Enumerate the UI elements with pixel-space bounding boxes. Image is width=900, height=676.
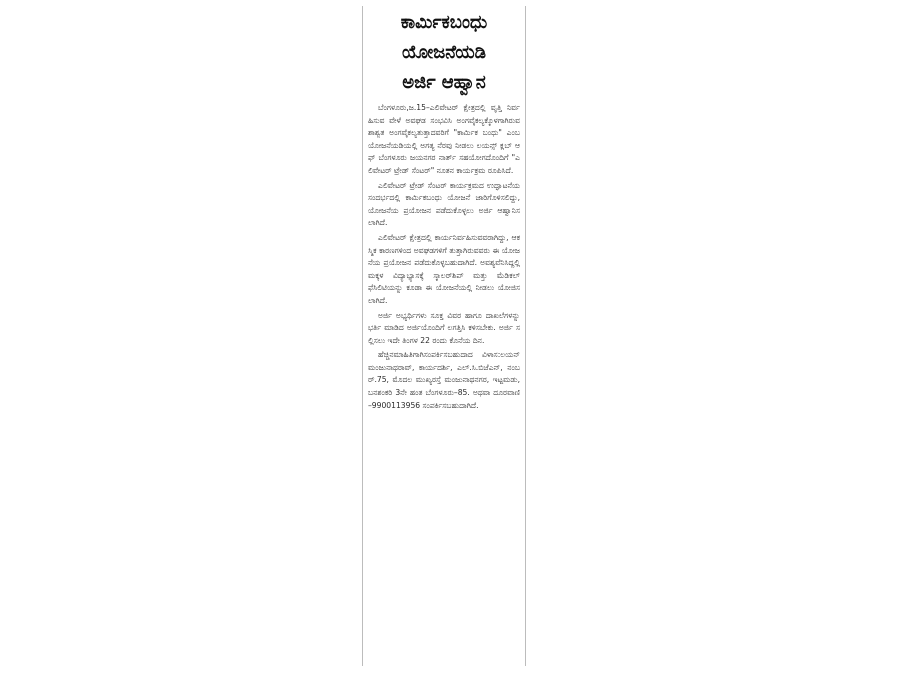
article-headline	[363, 6, 525, 98]
article-paragraph-4: ಅರ್ಜಿ ಅಭ್ಯರ್ಥಿಗಳು ಸೂಕ್ತ ವಿವರ ಹಾಗೂ ದಾಖಲೆಗಳನ್ನು ಭರ್ತಿ ಮಾಡಿದ ಅರ್ಜಿಯೊಂದಿಗೆ ಲಗತ್ತಿಸಿ ಕಳಿಸಬೇಕು. ಅರ್ಜಿ ಸಲ್ಲಿಸಲು ಇದೇ ತಿಂಗಳ 22 ರಂದು ಕೊನೆಯ ದಿನ.	[368, 310, 520, 345]
article-body	[363, 98, 525, 412]
article-paragraph-1: ಬೆಂಗಳೂರು,ಜ.15–ಎಲಿವೇಟರ್ ಕ್ಷೇತ್ರದಲ್ಲಿ ವೃತ್ತಿ ನಿರ್ವಹಿಸುವ ವೇಳೆ ಅವಘಡ ಸಂಭವಿಸಿ ಅಂಗವೈಕಲ್ಯಕ್ಕೊಳಗಾಗಿರುವ ಶಾಶ್ವತ ಅಂಗವೈಕಲ್ಯತುತ್ತಾದವರಿಗೆ "ಕಾರ್ಮಿಕ ಬಂಧು" ಎಂಬ ಯೋಜನೆಯಡಿಯಲ್ಲಿ ಅಗತ್ಯ ನೆರವು ನೀಡಲು ಲಯನ್ಸ್ ಕ್ಲಬ್ ಆಫ್ ಬೆಂಗಳೂರು ಜಯನಗರ ನಾರ್ತ್ ಸಹಯೋಗದೊಂದಿಗೆ "ಎಲಿವೇಟರ್ ಟ್ರೇಡ್ ಸೆಂಟರ್" ನೂತನ ಕಾರ್ಯಕ್ರಮ ರೂಪಿಸಿದೆ.	[368, 103, 520, 175]
article-paragraph-2: ಎಲಿವೇಟರ್ ಟ್ರೇಡ್ ಸೆಂಟರ್ ಕಾರ್ಯಕ್ರಮದ ಉದ್ಘಾಟನೆಯ ಸಂದರ್ಭದಲ್ಲಿ ಕಾರ್ಮಿಕಬಂಧು ಯೋಜನೆ ಜಾರಿಗೊಳಿಸಲಿದ್ದು, ಯೋಜನೆಯ ಪ್ರಯೋಜನ ಪಡೆದುಕೊಳ್ಳಲು ಅರ್ಜಿ ಆಹ್ವಾನಿಸಲಾಗಿದೆ.	[368, 180, 520, 228]
newspaper-clipping	[362, 6, 526, 666]
article-paragraph-5: ಹೆಚ್ಚಿನಮಾಹಿತಿಗಾಗಿಸಂಪರ್ಕಿಸಬಹುದಾದ ವಿಳಾಸ:ಲಯನ್ ಮಂಜುನಾಥರಾವ್, ಕಾರ್ಯದರ್ಶಿ, ಎಲ್.ಸಿ.ಬಿಜೆಎನ್, ನಂಬರ್.75, ಮೊದಲ ಮುಖ್ಯರಸ್ತೆ ಮಂಜುನಾಥನಗರ, ಇಟ್ಟಮಡು, ಬನಶಂಕರಿ 3ನೇ ಹಂತ ಬೆಂಗಳೂರು–85. ಅಥವಾ ದೂರವಾಣಿ –9900113956 ಸಂಪರ್ಕಿಸಬಹುದಾಗಿದೆ.	[368, 350, 520, 410]
headline-line-3: ಅರ್ಜಿ ಆಹ್ವಾನ	[402, 72, 486, 93]
headline-line-2: ಯೋಜನೆಯಡಿ	[402, 42, 486, 63]
article-paragraph-3: ಎಲಿವೇಟರ್ ಕ್ಷೇತ್ರದಲ್ಲಿ ಕಾರ್ಯನಿರ್ವಹಿಸುವವರಾಗಿದ್ದು, ಆಕಸ್ಮಿಕ ಕಾರಣಗಳಿಂದ ಅವಘಡಗಳಿಗೆ ತುತ್ತಾಗಿರುವವರು ಈ ಯೋಜನೆಯ ಪ್ರಯೋಜನ ಪಡೆದುಕೊಳ್ಳಬಹುದಾಗಿದೆ. ಅವಶ್ಯವೆನಿಸಿದ್ದಲ್ಲಿ ಮಕ್ಕಳ ವಿದ್ಯಾಭ್ಯಾಸಕ್ಕೆ ಸ್ಕಾಲರ್‌ಶಿಪ್ ಮತ್ತು ಮೆಡಿಕಲ್ ಫೆಸಿಲಿಟಿಯನ್ನು ಕೂಡಾ ಈ ಯೋಜನೆಯಲ್ಲಿ ನೀಡಲು ಯೋಜಿಸಲಾಗಿದೆ.	[368, 232, 520, 305]
headline-line-1: ಕಾರ್ಮಿಕಬಂಧು	[400, 12, 488, 33]
